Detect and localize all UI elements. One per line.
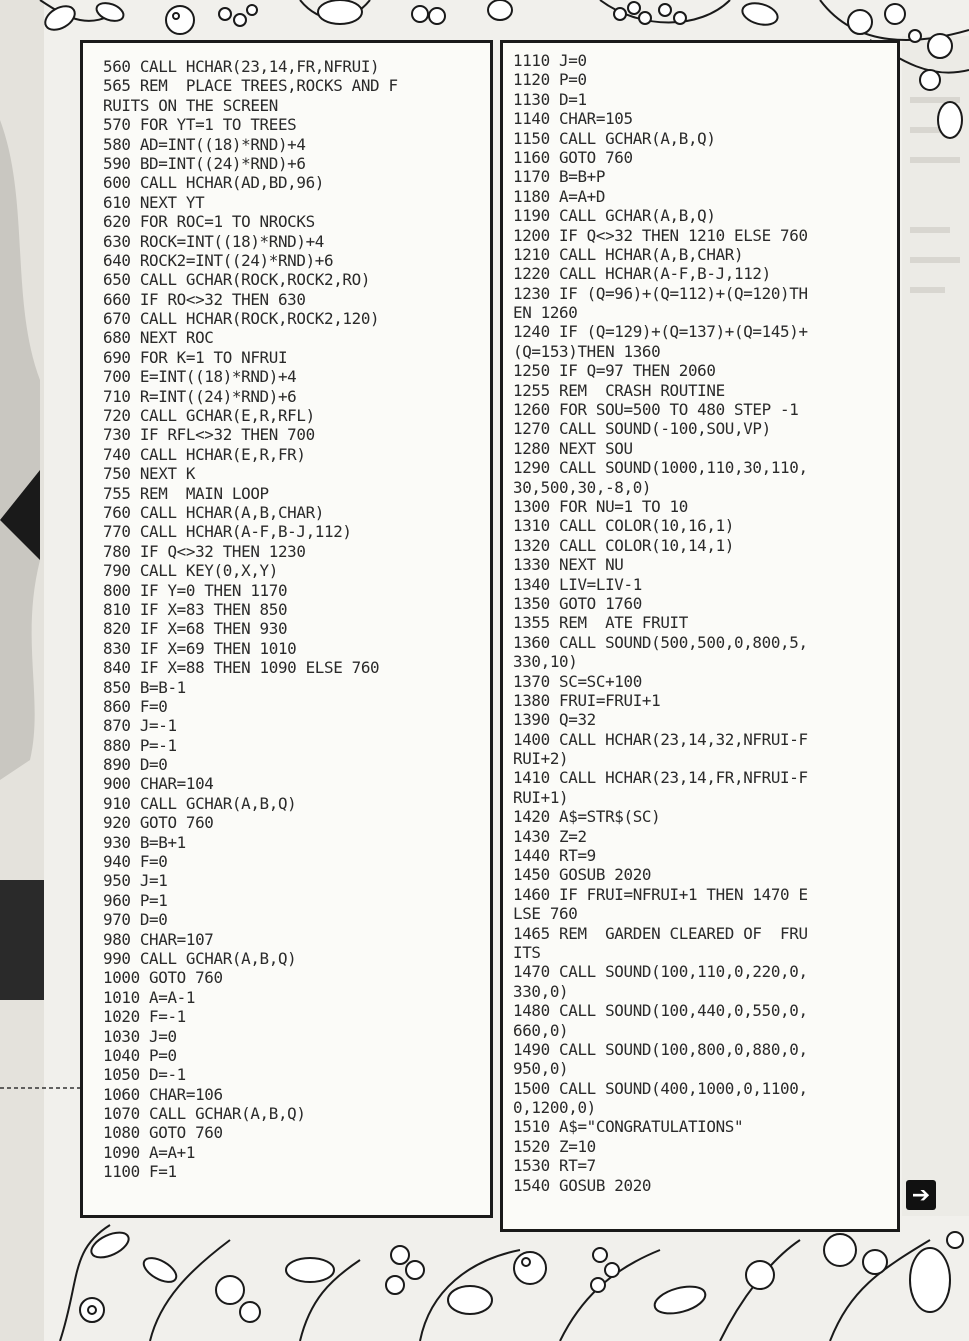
code-line: 770 CALL HCHAR(A-F,B-J,112)	[103, 522, 352, 542]
code-line: 1370 SC=SC+100	[513, 671, 642, 691]
code-line: 850 B=B-1	[103, 677, 186, 697]
code-line: 1190 CALL GCHAR(A,B,Q)	[513, 206, 716, 226]
code-line: 920 GOTO 760	[103, 813, 214, 833]
code-line: 1100 F=1	[103, 1162, 177, 1182]
code-line: 760 CALL HCHAR(A,B,CHAR)	[103, 502, 324, 522]
continue-arrow-icon: ➔	[906, 1180, 936, 1210]
code-line: 1220 CALL HCHAR(A-F,B-J,112)	[513, 264, 771, 284]
code-lines-left	[103, 57, 476, 1182]
code-line: 650 CALL GCHAR(ROCK,ROCK2,RO)	[103, 270, 371, 290]
code-line: RUITS ON THE SCREEN	[103, 95, 278, 115]
code-line: 1340 LIV=LIV-1	[513, 574, 642, 594]
code-line: 1200 IF Q<>32 THEN 1210 ELSE 760	[513, 225, 808, 245]
code-line: 730 IF RFL<>32 THEN 700	[103, 425, 315, 445]
code-line: (Q=153)THEN 1360	[513, 341, 661, 361]
code-line: 565 REM PLACE TREES,ROCKS AND F	[103, 76, 398, 96]
code-line: 330,0)	[513, 981, 569, 1001]
code-line: 610 NEXT YT	[103, 192, 205, 212]
code-line: 1320 CALL COLOR(10,14,1)	[513, 535, 734, 555]
code-line: ITS	[513, 942, 541, 962]
code-line: 690 FOR K=1 TO NFRUI	[103, 347, 288, 367]
code-line: 660 IF RO<>32 THEN 630	[103, 289, 306, 309]
code-line: 570 FOR YT=1 TO TREES	[103, 115, 297, 135]
code-line: 840 IF X=88 THEN 1090 ELSE 760	[103, 658, 380, 678]
code-line: 580 AD=INT((18)*RND)+4	[103, 134, 306, 154]
code-line: 1310 CALL COLOR(10,16,1)	[513, 516, 734, 536]
code-line: 1470 CALL SOUND(100,110,0,220,0,	[513, 962, 808, 982]
code-line: 1260 FOR SOU=500 TO 480 STEP -1	[513, 400, 799, 420]
code-line: 820 IF X=68 THEN 930	[103, 619, 288, 639]
code-line: 1090 A=A+1	[103, 1142, 196, 1162]
code-lines-right	[513, 51, 883, 1195]
code-line: 1460 IF FRUI=NFRUI+1 THEN 1470 E	[513, 884, 808, 904]
code-line: 1420 A$=STR$(SC)	[513, 807, 661, 827]
code-line: 755 REM MAIN LOOP	[103, 483, 269, 503]
code-line: 1490 CALL SOUND(100,800,0,880,0,	[513, 1039, 808, 1059]
code-line: 1000 GOTO 760	[103, 968, 223, 988]
code-line: 560 CALL HCHAR(23,14,FR,NFRUI)	[103, 57, 380, 76]
code-line: 880 P=-1	[103, 735, 177, 755]
code-line: LSE 760	[513, 904, 578, 924]
code-line: 1170 B=B+P	[513, 167, 606, 187]
code-line: 620 FOR ROC=1 TO NROCKS	[103, 212, 315, 232]
code-line: 780 IF Q<>32 THEN 1230	[103, 541, 306, 561]
code-line: 1390 Q=32	[513, 710, 596, 730]
code-line: 1080 GOTO 760	[103, 1123, 223, 1143]
code-line: 870 J=-1	[103, 716, 177, 736]
code-line: 950 J=1	[103, 871, 168, 891]
code-line: 1050 D=-1	[103, 1065, 186, 1085]
code-line: 1040 P=0	[103, 1045, 177, 1065]
code-line: 1140 CHAR=105	[513, 109, 633, 129]
code-line: 1255 REM CRASH ROUTINE	[513, 380, 725, 400]
code-line: 790 CALL KEY(0,X,Y)	[103, 561, 278, 581]
code-line: 1250 IF Q=97 THEN 2060	[513, 361, 716, 381]
code-line: 970 D=0	[103, 910, 168, 930]
code-line: 1410 CALL HCHAR(23,14,FR,NFRUI-F	[513, 768, 808, 788]
code-line: 1465 REM GARDEN CLEARED OF FRU	[513, 923, 808, 943]
code-line: 30,500,30,-8,0)	[513, 477, 652, 497]
code-line: 1270 CALL SOUND(-100,SOU,VP)	[513, 419, 771, 439]
code-line: 1010 A=A-1	[103, 987, 196, 1007]
code-line: 1480 CALL SOUND(100,440,0,550,0,	[513, 1001, 808, 1021]
code-line: 1030 J=0	[103, 1026, 177, 1046]
code-line: 1020 F=-1	[103, 1007, 186, 1027]
code-line: 670 CALL HCHAR(ROCK,ROCK2,120)	[103, 309, 380, 329]
code-line: 1160 GOTO 760	[513, 147, 633, 167]
code-line: 1520 Z=10	[513, 1136, 596, 1156]
code-line: 960 P=1	[103, 890, 168, 910]
code-line: 1400 CALL HCHAR(23,14,32,NFRUI-F	[513, 729, 808, 749]
code-line: 660,0)	[513, 1020, 569, 1040]
code-line: RUI+2)	[513, 749, 569, 769]
code-line: 1360 CALL SOUND(500,500,0,800,5,	[513, 632, 808, 652]
code-line: 1510 A$="CONGRATULATIONS"	[513, 1117, 744, 1137]
code-line: 590 BD=INT((24)*RND)+6	[103, 153, 306, 173]
code-line: 1540 GOSUB 2020	[513, 1175, 652, 1195]
code-line: 1350 GOTO 1760	[513, 593, 642, 613]
code-line: 980 CHAR=107	[103, 929, 214, 949]
code-line: 1070 CALL GCHAR(A,B,Q)	[103, 1104, 306, 1124]
code-line: 1120 P=0	[513, 70, 587, 90]
code-line: 800 IF Y=0 THEN 1170	[103, 580, 288, 600]
code-line: 1060 CHAR=106	[103, 1084, 223, 1104]
code-line: 810 IF X=83 THEN 850	[103, 599, 288, 619]
code-line: 600 CALL HCHAR(AD,BD,96)	[103, 173, 324, 193]
code-line: 910 CALL GCHAR(A,B,Q)	[103, 793, 297, 813]
code-line: 1240 IF (Q=129)+(Q=137)+(Q=145)+	[513, 322, 808, 342]
code-line: 1330 NEXT NU	[513, 555, 624, 575]
code-line: 630 ROCK=INT((18)*RND)+4	[103, 231, 324, 251]
code-line: 1210 CALL HCHAR(A,B,CHAR)	[513, 244, 744, 264]
code-line: RUI+1)	[513, 787, 569, 807]
code-line: 860 F=0	[103, 696, 168, 716]
code-line: 890 D=0	[103, 755, 168, 775]
code-line: 1180 A=A+D	[513, 186, 606, 206]
code-line: 700 E=INT((18)*RND)+4	[103, 367, 297, 387]
code-line: 900 CHAR=104	[103, 774, 214, 794]
code-line: 1280 NEXT SOU	[513, 438, 633, 458]
code-line: 750 NEXT K	[103, 464, 196, 484]
code-line: 1230 IF (Q=96)+(Q=112)+(Q=120)TH	[513, 283, 808, 303]
code-line: 1500 CALL SOUND(400,1000,0,1100,	[513, 1078, 808, 1098]
code-line: 1300 FOR NU=1 TO 10	[513, 496, 688, 516]
code-line: 1110 J=0	[513, 51, 587, 70]
code-line: 1355 REM ATE FRUIT	[513, 613, 688, 633]
code-line: EN 1260	[513, 303, 578, 323]
program-listing-left-column	[80, 40, 493, 1218]
code-line: 1130 D=1	[513, 89, 587, 109]
code-line: 1450 GOSUB 2020	[513, 865, 652, 885]
code-line: 680 NEXT ROC	[103, 328, 214, 348]
code-line: 0,1200,0)	[513, 1098, 596, 1118]
code-line: 740 CALL HCHAR(E,R,FR)	[103, 444, 306, 464]
code-line: 1430 Z=2	[513, 826, 587, 846]
code-line: 1150 CALL GCHAR(A,B,Q)	[513, 128, 716, 148]
code-line: 640 ROCK2=INT((24)*RND)+6	[103, 250, 334, 270]
program-listing-right-column	[500, 40, 900, 1232]
code-line: 710 R=INT((24)*RND)+6	[103, 386, 297, 406]
code-line: 950,0)	[513, 1059, 569, 1079]
code-line: 1380 FRUI=FRUI+1	[513, 690, 661, 710]
code-line: 830 IF X=69 THEN 1010	[103, 638, 297, 658]
code-line: 1530 RT=7	[513, 1156, 596, 1176]
code-line: 940 F=0	[103, 852, 168, 872]
code-line: 330,10)	[513, 652, 578, 672]
code-line: 930 B=B+1	[103, 832, 186, 852]
code-line: 1290 CALL SOUND(1000,110,30,110,	[513, 458, 808, 478]
code-line: 1440 RT=9	[513, 846, 596, 866]
code-line: 990 CALL GCHAR(A,B,Q)	[103, 948, 297, 968]
code-line: 720 CALL GCHAR(E,R,RFL)	[103, 406, 315, 426]
